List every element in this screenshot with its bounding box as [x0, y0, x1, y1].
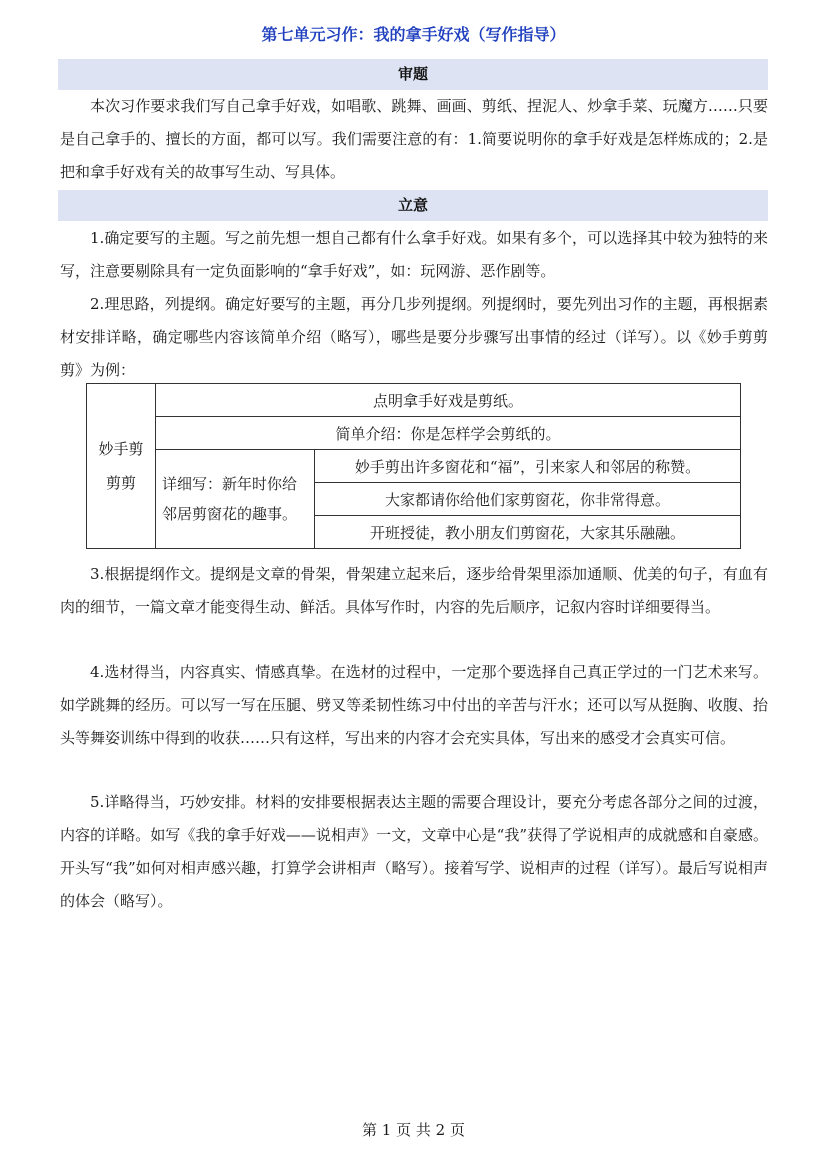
- outline-topic-cell: 妙手剪剪剪: [87, 384, 156, 549]
- theme-paragraph-2: 2.理思路，列提纲。确定好要写的主题，再分几步列提纲。列提纲时，要先列出习作的主题，再根据素材安排详略，确定哪些内容该简单介绍（略写），哪些是要分步骤写出事情的经过（详写）。以《妙手剪剪剪》为例：: [60, 295, 768, 379]
- review-paragraph: 本次习作要求我们写自己拿手好戏，如唱歌、跳舞、画画、剪纸、捏泥人、炒拿手菜、玩魔方……只要是自己拿手的、擅长的方面，都可以写。我们需要注意的有：1.简要说明你的拿手好戏是怎样炼成的；2.是把和拿手好戏有关的故事写生动、写具体。: [60, 97, 768, 181]
- outline-row-intro: 点明拿手好戏是剪纸。: [156, 384, 741, 417]
- theme-paragraph-5: 5.详略得当，巧妙安排。材料的安排要根据表达主题的需要合理设计，要充分考虑各部分之间的过渡，内容的详略。如写《我的拿手好戏——说相声》一文，文章中心是“我”获得了学说相声的成就感和自豪感。开头写“我”如何对相声感兴趣，打算学会讲相声（略写）。接着写学、说相声的过程（详写）。最后写说相声的体会（略写）。: [60, 793, 768, 910]
- theme-paragraph-1: 1.确定要写的主题。写之前先想一想自己都有什么拿手好戏。如果有多个，可以选择其中较为独特的来写，注意要剔除具有一定负面影响的“拿手好戏”，如：玩网游、恶作剧等。: [60, 229, 768, 280]
- theme-paragraph-4: 4.选材得当，内容真实、情感真挚。在选材的过程中，一定那个要选择自己真正学过的一门艺术来写。如学跳舞的经历。可以写一写在压腿、劈叉等柔韧性练习中付出的辛苦与汗水；还可以写从挺胸、收腹、抬头等舞姿训练中得到的收获……只有这样，写出来的内容才会充实具体，写出来的感受才会真实可信。: [60, 663, 768, 747]
- outline-detail-item: 大家都请你给他们家剪窗花，你非常得意。: [315, 483, 741, 516]
- page-title: 第七单元习作：我的拿手好戏（写作指导）: [261, 25, 566, 44]
- page-footer: 第 1 页 共 2 页: [362, 1121, 465, 1139]
- section-heading-review: 审题: [58, 59, 768, 90]
- outline-table: [86, 383, 741, 549]
- theme-paragraph-3: 3.根据提纲作文。提纲是文章的骨架，骨架建立起来后，逐步给骨架里添加通顺、优美的句子，有血有肉的细节，一篇文章才能变得生动、鲜活。具体写作时，内容的先后顺序，记叙内容时详细要得当。: [60, 565, 768, 616]
- table-row: [87, 450, 741, 483]
- outline-row-brief: 简单介绍：你是怎样学会剪纸的。: [156, 417, 741, 450]
- section-heading-theme: 立意: [58, 190, 768, 221]
- outline-detail-item: 妙手剪出许多窗花和“福”，引来家人和邻居的称赞。: [315, 450, 741, 483]
- table-row: [87, 384, 741, 417]
- table-row: [87, 417, 741, 450]
- outline-detail-item: 开班授徒，教小朋友们剪窗花，大家其乐融融。: [315, 516, 741, 549]
- outline-detail-label: 详细写：新年时你给邻居剪窗花的趣事。: [156, 450, 315, 549]
